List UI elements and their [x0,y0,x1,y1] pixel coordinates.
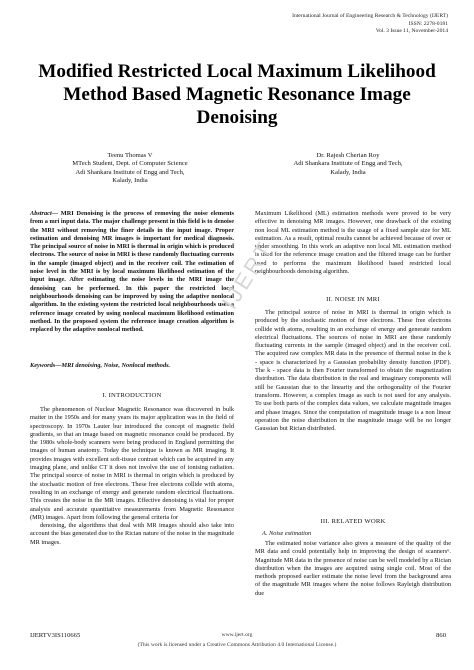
volume-issue: Vol. 3 Issue 11, November-2014 [375,28,448,35]
noise-heading: II. NOISE IN MRI [326,296,380,303]
journal-url[interactable]: www.ijert.org [221,632,253,638]
author-name: Teenu Thomas V [107,152,153,159]
paragraph: The principal source of noise in MRI is thermal in origin which is produced by the stochastic motion of free electrons. These free electrons collide with atoms, resulting in an exchange of energy and generate random electrical fluctuations. The sources of noise in MRI are these randomly fluctuating currents in the sample (imaged object) and in the receiver coil. The acquired raw complex MR data in the presence of thermal noise in the k - space is characterized by a Gaussian probability density function (PDF). The k - space data is then Fourier transformed to obtain the magnetization distribution. The data distribution in the real and imaginary components will still be Gaussian due to the linearity and the orthogonality of the Fourier transform. However, a complex image as such is not used for any analysis. To use both parts of the complex data values, we calculate magnitude images and phase images. Since the computation of magnitude image is a non linear operation the noise distribution in the magnitude image will be no longer Gaussian but Rician distributed. [255,309,451,433]
author-place: Kalady, India [112,177,148,185]
noise-estimation-subheading: A. Noise estimation [262,530,312,537]
related-work-body [255,540,451,598]
paragraph: The estimated noise variance also gives a measure of the quality of the MR data and could potentially help in improving the design of scanners⁶. Magnitude MR data in the presence of noise can be well modeled by a Rician distribution when the images are acquired using single coil. Most of the methods proposed earlier estimate the noise level from the background area of the magnitude MR images where the noise follows Rayleigh distribution due [255,540,451,597]
license-notice: (This work is licensed under a Creative Commons Attribution 4.0 International License.) [137,642,337,648]
noise-body [255,309,451,433]
keywords [30,362,234,370]
keywords-lead: Keywords— [30,362,62,369]
abstract-lead: Abstract— [30,210,58,217]
paragraph: The phenomenon of Nuclear Magnetic Resonance was discovered in bulk matter in the 1950s and for many years its major application was in the field of spectroscopy. In 1970s Lauter bur introduced the concept of magnetic field gradients, so that an image based on magnetic resonance could be produced. By the 1980s whole-body scanners were being produced in England permitting the images of human anatomy. Today the technique is known as MR imaging. It provides images with excellent soft-tissue contrast which can be acquired in any imaging plane, and unlike CT it does not involve the use of ionising radiation. The principal source of noise in MRI is thermal in origin which is produced by the stochastic motion of free electrons. These free electrons collide with atoms, resulting in an exchange of energy and generate random electrical fluctuations. This creates the noise in the MR images. Effective denoising is vital for proper analysis and accurate quantitative measurements from Magnetic Resonance (MR) images. Apart from following the general criteria for [30,406,234,521]
journal-name: International Journal of Engineering Research & Technology (IJERT) [292,13,448,19]
author-block-2 [248,152,448,177]
abstract [30,210,234,334]
right-column-intro: Maximum Likelihood (ML) estimation methods were proved to be very effective in denoising MR images. However, one drawback of the existing non local ML estimation method is the usage of a fixed sample size for ML estimation. As a result, optimal results cannot be achieved because of over or under smoothing. In this work an adaptive non local ML estimation method is used for the reference image creation and the filtered image can be further used to performs the maximum likelihood based restricted local neighbourhoods denoising algorithm. [255,210,451,276]
introduction-body [30,406,234,547]
paragraph: denoising, the algorithms that deal with MR images should also take into account the bias generated due to the Rician nature of the noise in the magnitude MR images. [30,522,234,546]
keywords-text: MRI denoising, Noise, Nonlocal methods. [61,362,171,369]
author-role: Adi Shankara Institute of Engg and Tech, [293,160,403,168]
paper-title: Modified Restricted Local Maximum Likelihood Method Based Magnetic Resonance Image Denoising [38,61,436,128]
related-work-heading: III. RELATED WORK [320,518,386,525]
introduction-heading: I. INTRODUCTION [102,392,162,399]
page-number: 860 [436,632,446,639]
abstract-text: MRI Denoising is the process of removing the noise elements from a mri input data. The major challenge present in this field is to denoise the MRI without removing the finer details in the input image. Proper estimation and denoising MR images is important for medical diagnosis. The principal source of noise in MRI is thermal in origin which is produced electrons. The source of noise in MRI is these randomly fluctuating currents in the sample (imaged object) and in the receiver coil. The estimation of noise level in the MRI is by local maximum likelihood estimation of the input image. After estimating the noise levels in the MRI image the denoising can be performed. In this paper the restricted local neighbourhoods denoising can be improved by using the adaptive nonlocal algorithm. In the existing system the restricted local neighbourhoods uses a reference image created by using nonlocal maximum likelihood estimation method. In the proposed system the reference image creation algorithm is replaced by the adaptive nonlocal method. [30,210,235,334]
author-block-1 [30,152,230,186]
author-institution: Adi Shankara Institute of Engg and Tech, [75,168,185,176]
watermark: IJERT [216,236,279,314]
author-institution: Kalady, India [330,168,366,176]
author-name: Dr. Rajesh Cherian Roy [316,152,380,159]
journal-header [292,13,448,36]
issn: ISSN: 2278-0181 [408,20,448,27]
author-role: MTech Student, Dept. of Computer Science [72,160,188,168]
paper-id: IJERTV3IS110665 [30,632,81,639]
